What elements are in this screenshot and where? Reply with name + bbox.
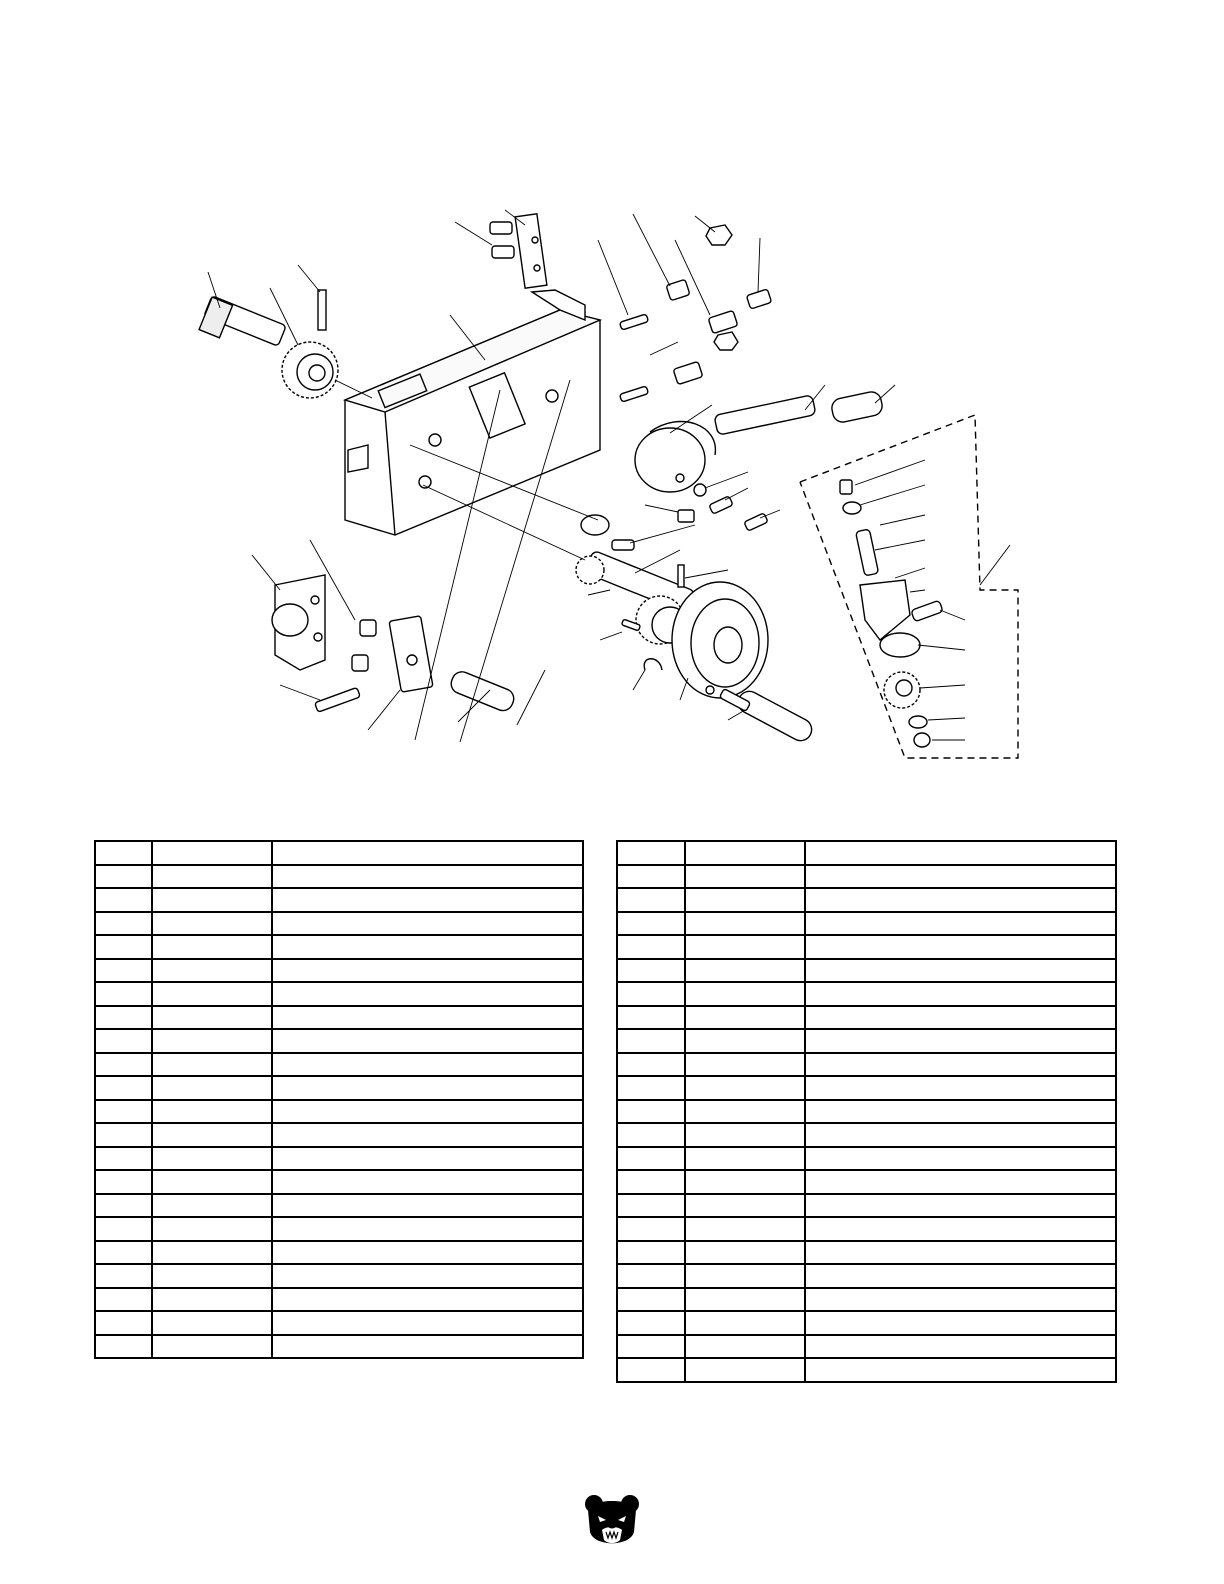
spur-gear xyxy=(282,342,338,398)
bushing xyxy=(830,390,884,424)
parts-table-left xyxy=(94,840,584,1359)
clamp-block xyxy=(389,616,433,692)
table-row xyxy=(95,1335,583,1359)
table-row xyxy=(617,1053,1116,1077)
dial-body xyxy=(635,422,715,492)
table-row xyxy=(95,1264,583,1288)
key-pin xyxy=(318,290,326,330)
table-row xyxy=(617,1358,1116,1382)
table-row xyxy=(617,912,1116,936)
table-row xyxy=(617,865,1116,889)
table-row xyxy=(617,1100,1116,1124)
bear-head-icon xyxy=(582,1492,642,1552)
table-row xyxy=(617,959,1116,983)
table-row xyxy=(617,935,1116,959)
table-row xyxy=(95,959,583,983)
table-row xyxy=(95,1170,583,1194)
table-row xyxy=(95,888,583,912)
table-row xyxy=(95,982,583,1006)
table-row xyxy=(95,1006,583,1030)
table-row xyxy=(95,1053,583,1077)
table-row xyxy=(617,841,1116,865)
housing-block xyxy=(345,290,600,535)
pin-shaft xyxy=(448,669,517,714)
table-row xyxy=(95,841,583,865)
exploded-parts-diagram xyxy=(180,200,1060,780)
table-row xyxy=(617,1335,1116,1359)
table-row xyxy=(95,1194,583,1218)
table-row xyxy=(95,1029,583,1053)
table-row xyxy=(617,1194,1116,1218)
pinion-shaft xyxy=(199,296,286,346)
table-row xyxy=(95,935,583,959)
table-row xyxy=(95,865,583,889)
table-row xyxy=(617,982,1116,1006)
table-row xyxy=(95,1241,583,1265)
table-row xyxy=(617,1029,1116,1053)
table-row xyxy=(95,912,583,936)
table-row xyxy=(617,1170,1116,1194)
table-row xyxy=(617,1288,1116,1312)
table-row xyxy=(95,1100,583,1124)
table-row xyxy=(617,888,1116,912)
table-row xyxy=(617,1076,1116,1100)
table-row xyxy=(617,1006,1116,1030)
table-row xyxy=(617,1311,1116,1335)
gib-plate xyxy=(515,214,547,288)
table-row xyxy=(95,1217,583,1241)
table-row xyxy=(95,1123,583,1147)
table-row xyxy=(617,1217,1116,1241)
table-row xyxy=(95,1288,583,1312)
lead-shaft xyxy=(714,395,816,435)
handle xyxy=(719,688,815,745)
table-row xyxy=(617,1147,1116,1171)
detail-assembly xyxy=(840,480,943,747)
table-row xyxy=(617,1264,1116,1288)
table-row xyxy=(95,1076,583,1100)
table-row xyxy=(617,1123,1116,1147)
table-row xyxy=(95,1311,583,1335)
table-row xyxy=(617,1241,1116,1265)
parts-table-right xyxy=(616,840,1117,1383)
handwheel xyxy=(672,582,768,698)
table-row xyxy=(95,1147,583,1171)
